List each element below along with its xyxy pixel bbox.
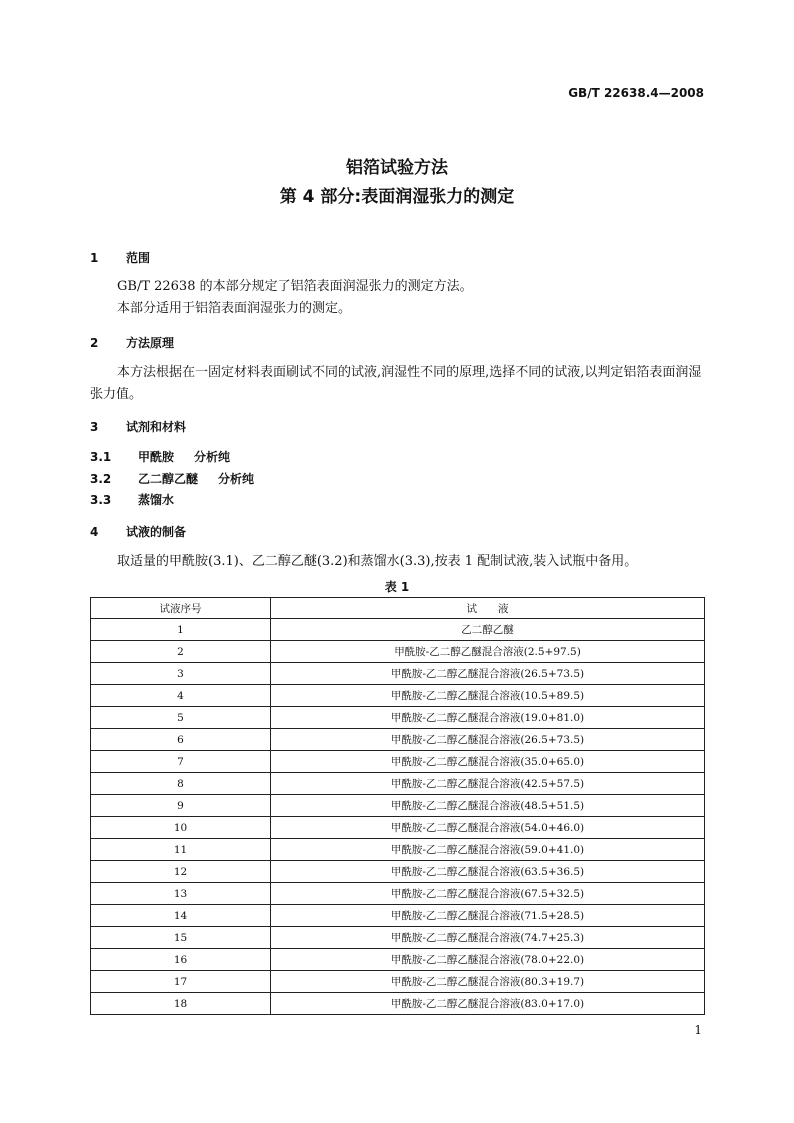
section-1-paragraph-1: GB/T 22638 的本部分规定了铝箔表面润湿张力的测定方法。 bbox=[117, 279, 473, 294]
item-number: 3.1 bbox=[90, 450, 112, 464]
section-3-heading bbox=[90, 418, 186, 435]
section-title: 范围 bbox=[126, 251, 151, 265]
table-row bbox=[91, 619, 705, 641]
document-title: 铝箔试验方法 bbox=[346, 158, 448, 178]
cell-solution: 甲酰胺-乙二醇乙醚混合溶液(83.0+17.0) bbox=[271, 993, 705, 1015]
cell-sequence: 17 bbox=[91, 971, 271, 993]
table-row bbox=[91, 795, 705, 817]
page-number: 1 bbox=[694, 1023, 702, 1037]
table-row bbox=[91, 729, 705, 751]
cell-solution: 甲酰胺-乙二醇乙醚混合溶液(2.5+97.5) bbox=[271, 641, 705, 663]
cell-sequence: 16 bbox=[91, 949, 271, 971]
section-2-heading bbox=[90, 334, 174, 351]
table-row bbox=[91, 641, 705, 663]
reagent-table bbox=[90, 597, 705, 1015]
cell-solution: 甲酰胺-乙二醇乙醚混合溶液(80.3+19.7) bbox=[271, 971, 705, 993]
item-3-1 bbox=[90, 448, 230, 465]
table-body bbox=[91, 619, 705, 1015]
cell-solution: 甲酰胺-乙二醇乙醚混合溶液(54.0+46.0) bbox=[271, 817, 705, 839]
section-2-paragraph: 本方法根据在一固定材料表面刷试不同的试液,润湿性不同的原理,选择不同的试液,以判定铝箔表面润湿张力值。 bbox=[90, 365, 702, 402]
table-header-row bbox=[91, 598, 705, 619]
cell-solution: 乙二醇乙醚 bbox=[271, 619, 705, 641]
cell-solution: 甲酰胺-乙二醇乙醚混合溶液(35.0+65.0) bbox=[271, 751, 705, 773]
cell-solution: 甲酰胺-乙二醇乙醚混合溶液(10.5+89.5) bbox=[271, 685, 705, 707]
table-row bbox=[91, 751, 705, 773]
item-grade: 分析纯 bbox=[194, 450, 231, 464]
cell-solution: 甲酰胺-乙二醇乙醚混合溶液(48.5+51.5) bbox=[271, 795, 705, 817]
table-row bbox=[91, 817, 705, 839]
cell-sequence: 4 bbox=[91, 685, 271, 707]
table-row bbox=[91, 905, 705, 927]
item-name: 蒸馏水 bbox=[138, 493, 175, 507]
section-number: 4 bbox=[90, 525, 99, 539]
table-row bbox=[91, 993, 705, 1015]
cell-sequence: 1 bbox=[91, 619, 271, 641]
item-name: 甲酰胺 bbox=[138, 450, 175, 464]
section-number: 1 bbox=[90, 251, 99, 265]
table-row bbox=[91, 839, 705, 861]
item-3-2 bbox=[90, 470, 254, 487]
section-number: 3 bbox=[90, 420, 99, 434]
cell-solution: 甲酰胺-乙二醇乙醚混合溶液(26.5+73.5) bbox=[271, 663, 705, 685]
table-row bbox=[91, 685, 705, 707]
cell-sequence: 14 bbox=[91, 905, 271, 927]
section-1-paragraph-2: 本部分适用于铝箔表面润湿张力的测定。 bbox=[117, 301, 352, 316]
cell-solution: 甲酰胺-乙二醇乙醚混合溶液(78.0+22.0) bbox=[271, 949, 705, 971]
document-subtitle: 第 4 部分:表面润湿张力的测定 bbox=[279, 187, 515, 207]
standard-code: GB/T 22638.4—2008 bbox=[568, 86, 704, 100]
section-number: 2 bbox=[90, 336, 99, 350]
cell-solution: 甲酰胺-乙二醇乙醚混合溶液(67.5+32.5) bbox=[271, 883, 705, 905]
table-row bbox=[91, 773, 705, 795]
item-grade: 分析纯 bbox=[218, 472, 255, 486]
cell-sequence: 18 bbox=[91, 993, 271, 1015]
table-row bbox=[91, 707, 705, 729]
table-row bbox=[91, 927, 705, 949]
table-row bbox=[91, 663, 705, 685]
table-row bbox=[91, 949, 705, 971]
table-row bbox=[91, 971, 705, 993]
item-3-3 bbox=[90, 491, 174, 508]
cell-solution: 甲酰胺-乙二醇乙醚混合溶液(63.5+36.5) bbox=[271, 861, 705, 883]
cell-sequence: 12 bbox=[91, 861, 271, 883]
cell-sequence: 3 bbox=[91, 663, 271, 685]
header-sequence: 试液序号 bbox=[91, 598, 271, 619]
cell-sequence: 9 bbox=[91, 795, 271, 817]
cell-solution: 甲酰胺-乙二醇乙醚混合溶液(74.7+25.3) bbox=[271, 927, 705, 949]
item-number: 3.3 bbox=[90, 493, 112, 507]
item-number: 3.2 bbox=[90, 472, 112, 486]
item-name: 乙二醇乙醚 bbox=[138, 472, 199, 486]
header-solution: 试 液 bbox=[271, 598, 705, 619]
table-title: 表 1 bbox=[384, 580, 410, 594]
cell-sequence: 10 bbox=[91, 817, 271, 839]
section-4-heading bbox=[90, 523, 186, 540]
cell-sequence: 8 bbox=[91, 773, 271, 795]
section-title: 试液的制备 bbox=[126, 525, 187, 539]
section-4-paragraph: 取适量的甲酰胺(3.1)、乙二醇乙醚(3.2)和蒸馏水(3.3),按表 1 配制试液,装入试瓶中备用。 bbox=[117, 554, 638, 569]
cell-solution: 甲酰胺-乙二醇乙醚混合溶液(71.5+28.5) bbox=[271, 905, 705, 927]
cell-sequence: 11 bbox=[91, 839, 271, 861]
cell-sequence: 6 bbox=[91, 729, 271, 751]
table-row bbox=[91, 883, 705, 905]
table-row bbox=[91, 861, 705, 883]
cell-sequence: 15 bbox=[91, 927, 271, 949]
cell-solution: 甲酰胺-乙二醇乙醚混合溶液(59.0+41.0) bbox=[271, 839, 705, 861]
section-1-heading bbox=[90, 249, 150, 266]
section-title: 方法原理 bbox=[126, 336, 175, 350]
section-title: 试剂和材料 bbox=[126, 420, 187, 434]
cell-solution: 甲酰胺-乙二醇乙醚混合溶液(26.5+73.5) bbox=[271, 729, 705, 751]
cell-sequence: 7 bbox=[91, 751, 271, 773]
cell-solution: 甲酰胺-乙二醇乙醚混合溶液(19.0+81.0) bbox=[271, 707, 705, 729]
cell-sequence: 5 bbox=[91, 707, 271, 729]
cell-sequence: 2 bbox=[91, 641, 271, 663]
cell-solution: 甲酰胺-乙二醇乙醚混合溶液(42.5+57.5) bbox=[271, 773, 705, 795]
cell-sequence: 13 bbox=[91, 883, 271, 905]
